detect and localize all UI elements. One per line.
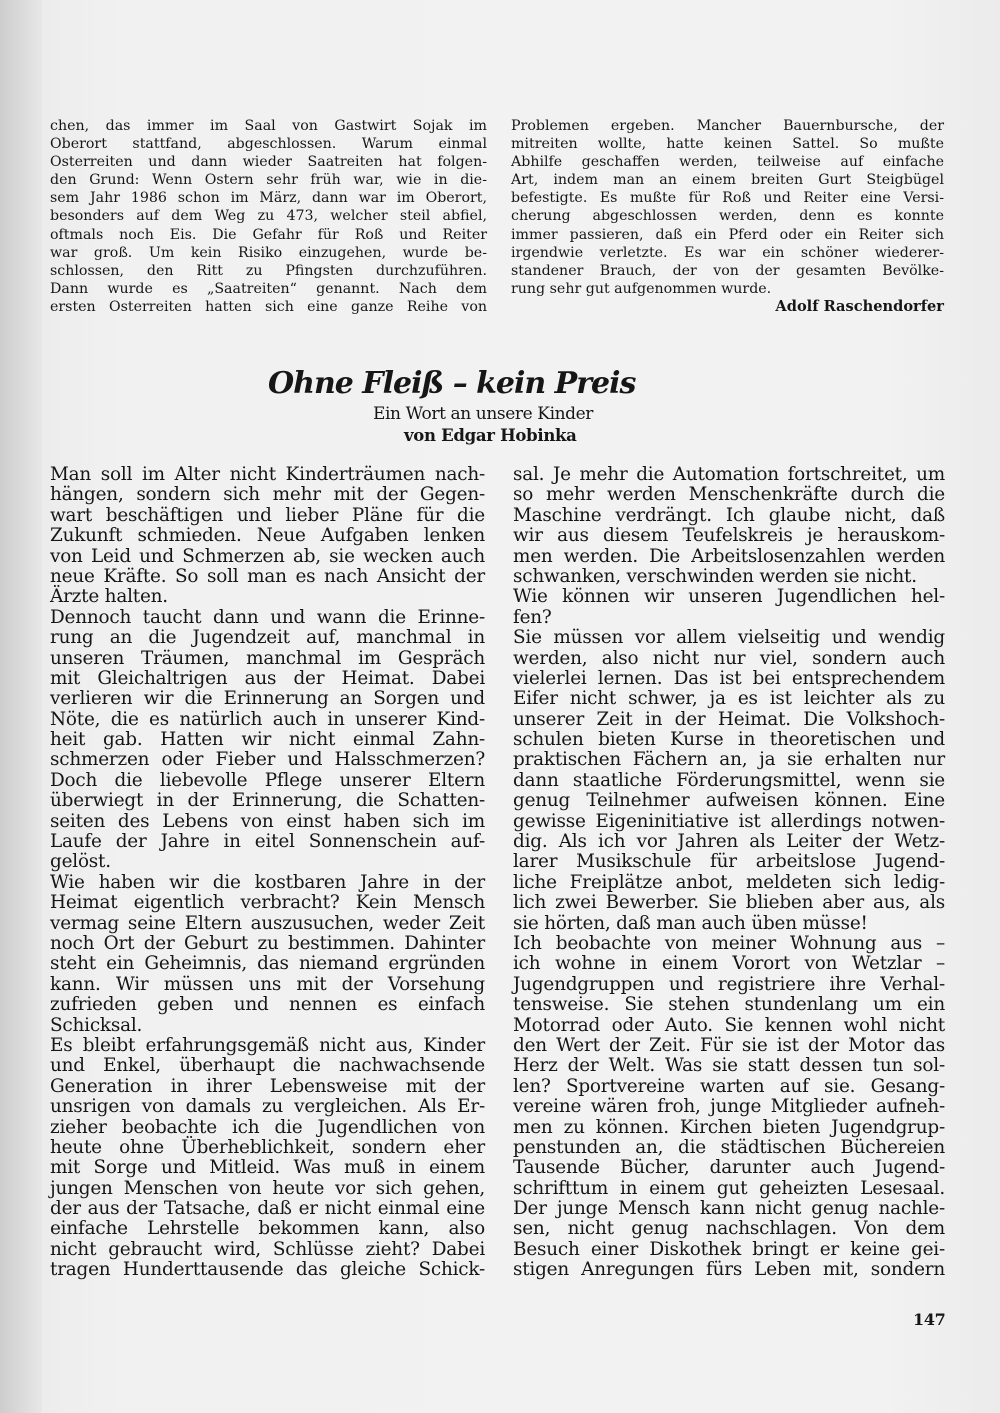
- text-line: sen, nicht genug nachschlagen. Von dem: [513, 1218, 945, 1240]
- text-line: Ärzte halten.: [50, 586, 168, 608]
- text-line: rung sehr gut aufgenommen wurde.: [511, 280, 772, 297]
- text-line: unserer Zeit in der Heimat. Die Volkshoch-: [513, 708, 945, 730]
- text-line: sem Jahr 1986 schon im März, dann war im Oberort,: [50, 190, 487, 207]
- text-line: zufrieden geben und nennen es einfach: [50, 994, 485, 1016]
- text-line: gewisse Eigeninitiative ist allerdings notwen-: [513, 810, 945, 832]
- text-line: einfache Lehrstelle bekommen kann, also: [50, 1218, 485, 1240]
- text-line: Es bleibt erfahrungsgemäß nicht aus, Kinder: [50, 1034, 485, 1056]
- text-line: Problemen ergeben. Mancher Bauernbursche, der: [511, 118, 944, 134]
- text-line: immer passieren, daß ein Pferd oder ein Reiter sich: [511, 226, 944, 243]
- text-line: len? Sportvereine warten auf sie. Gesang-: [513, 1075, 945, 1097]
- text-line: schmerzen oder Fieber und Halsschmerzen?: [50, 749, 485, 771]
- previous-article-left-column: [50, 117, 487, 316]
- text-line: neue Kräfte. So soll man es nach Ansicht der: [50, 565, 485, 587]
- text-line: ich wohne in einem Vorort von Wetzlar –: [513, 953, 945, 975]
- text-line: Oberort stattfand, abgeschlossen. Warum einmal: [50, 136, 487, 153]
- text-line: Herz der Welt. Was sie statt dessen tun sol-: [513, 1055, 945, 1077]
- text-line: Art, indem man an einem breiten Gurt Steigbügel: [511, 172, 944, 189]
- article-title: Ohne Fleiß – kein Preis: [268, 366, 636, 401]
- text-line: hängen, sondern sich mehr mit der Gegen-: [50, 484, 485, 506]
- article-left-column: [50, 465, 485, 1281]
- text-line: den Grund: Wenn Ostern sehr früh war, wie in die-: [50, 172, 487, 189]
- article-subtitle: Ein Wort an unsere Kinder: [373, 404, 594, 424]
- text-line: fen?: [513, 606, 552, 628]
- text-line: sal. Je mehr die Automation fortschreitet, um: [513, 464, 945, 485]
- text-line: Schicksal.: [50, 1014, 143, 1036]
- text-line: Laufe der Jahre in eitel Sonnenschein auf-: [50, 831, 485, 853]
- text-line: vermag seine Eltern auszusuchen, weder Zeit: [50, 912, 485, 934]
- text-line: men werden. Die Arbeitslosenzahlen werden: [513, 545, 945, 567]
- text-line: Dann wurde es „Saatreiten“ genannt. Nach dem: [50, 280, 487, 297]
- text-line: Sie müssen vor allem vielseitig und wendig: [513, 627, 945, 649]
- text-line: Zukunft schmieden. Neue Aufgaben lenken: [50, 525, 485, 547]
- text-line: ersten Osterreiten hatten sich eine ganze Reihe von: [50, 298, 487, 315]
- text-line: Abhilfe geschaffen werden, teilweise auf einfache: [511, 154, 944, 171]
- text-line: Motorrad oder Auto. Sie kennen wohl nicht: [513, 1014, 945, 1036]
- text-line: Maschine verdrängt. Ich glaube nicht, daß: [513, 504, 945, 526]
- text-line: cherung abgeschlossen werden, denn es konnte: [511, 208, 944, 225]
- text-line: besonders auf dem Weg zu 473, welcher steil abfiel,: [50, 208, 487, 225]
- text-line: heute ohne Überheblichkeit, sondern eher: [50, 1136, 485, 1158]
- text-line: wir aus diesem Teufelskreis je herauskom-: [513, 525, 945, 547]
- text-line: schulen bieten Kurse in theoretischen und: [513, 729, 945, 751]
- text-line: larer Musikschule für arbeitslose Jugend-: [513, 851, 945, 873]
- text-line: Wie können wir unseren Jugendlichen hel-: [513, 586, 945, 608]
- text-line: penstunden an, die städtischen Büchereien: [513, 1136, 945, 1158]
- text-line: gelöst.: [50, 851, 111, 873]
- text-line: heit gab. Hatten wir nicht einmal Zahn-: [50, 729, 485, 751]
- text-line: Man soll im Alter nicht Kinderträumen nach-: [50, 464, 485, 485]
- text-line: men zu können. Kirchen bieten Jugendgrup-: [513, 1116, 945, 1138]
- text-line: war groß. Um kein Risiko einzugehen, wurde be-: [50, 244, 487, 261]
- text-line: wart beschäftigen und lieber Pläne für die: [50, 504, 485, 526]
- text-line: vielerlei lernen. Das ist bei entsprechendem: [513, 667, 945, 689]
- text-line: rung an die Jugendzeit auf, manchmal in: [50, 627, 485, 649]
- text-line: zieher beobachte ich die Jugendlichen von: [50, 1116, 485, 1138]
- previous-article-right-column: [511, 117, 944, 316]
- text-line: steht ein Geheimnis, das niemand ergründen: [50, 953, 485, 975]
- text-line: dig. Als ich vor Jahren als Leiter der Wetz-: [513, 831, 945, 853]
- text-line: Ich beobachte von meiner Wohnung aus –: [513, 932, 945, 954]
- text-line: Eifer nicht schwer, ja es ist leichter als zu: [513, 688, 945, 710]
- text-line: Doch die liebevolle Pflege unserer Eltern: [50, 769, 485, 791]
- text-line: dann staatliche Förderungsmittel, wenn sie: [513, 769, 945, 791]
- text-line: Besuch einer Diskothek bringt er keine gei-: [513, 1238, 945, 1260]
- text-line: Nöte, die es natürlich auch in unserer Kind-: [50, 708, 485, 730]
- text-line: nicht gebraucht wird, Schlüsse zieht? Dabei: [50, 1238, 485, 1260]
- text-line: liche Freiplätze anbot, meldeten sich ledig-: [513, 871, 945, 893]
- page-number: 147: [913, 1310, 946, 1329]
- text-line: standener Brauch, der von der gesamten Bevölke-: [511, 262, 944, 279]
- text-line: sie hörten, daß man auch üben müsse!: [513, 912, 868, 934]
- text-line: unsrigen von damals zu vergleichen. Als Er-: [50, 1096, 485, 1118]
- text-line: der aus der Tatsache, daß er nicht einmal eine: [50, 1198, 485, 1220]
- text-line: mit Sorge und Mitleid. Was muß in einem: [50, 1157, 485, 1179]
- text-line: chen, das immer im Saal von Gastwirt Sojak im: [50, 118, 487, 134]
- text-line: lich zwei Bewerber. Sie blieben aber aus, als: [513, 892, 945, 914]
- text-line: Dennoch taucht dann und wann die Erinne-: [50, 606, 485, 628]
- text-line: werden, also nicht nur viel, sondern auch: [513, 647, 945, 669]
- text-line: Heimat eigentlich verbracht? Kein Mensch: [50, 892, 485, 914]
- text-line: kann. Wir müssen uns mit der Vorsehung: [50, 973, 485, 995]
- text-line: schwanken, verschwinden werden sie nicht.: [513, 565, 917, 587]
- text-line: befestigte. Es mußte für Roß und Reiter eine Versi-: [511, 190, 944, 207]
- text-line: schlossen, den Ritt zu Pfingsten durchzuführen.: [50, 262, 487, 279]
- text-line: von Leid und Schmerzen ab, sie wecken auch: [50, 545, 485, 567]
- text-line: Tausende Bücher, darunter auch Jugend-: [513, 1157, 945, 1179]
- scan-edge-shadow: [0, 0, 42, 1413]
- text-line: Generation in ihrer Lebensweise mit der: [50, 1075, 485, 1097]
- text-line: noch Ort der Geburt zu bestimmen. Dahinter: [50, 932, 485, 954]
- text-line: schrifttum in einem gut geheizten Lesesaal.: [513, 1177, 945, 1199]
- author-signature: Adolf Raschendorfer: [775, 297, 944, 315]
- text-line: genug Teilnehmer aufweisen können. Eine: [513, 790, 945, 812]
- text-line: verlieren wir die Erinnerung an Sorgen und: [50, 688, 485, 710]
- text-line: so mehr werden Menschenkräfte durch die: [513, 484, 945, 506]
- text-line: und Enkel, überhaupt die nachwachsende: [50, 1055, 485, 1077]
- article-byline: von Edgar Hobinka: [404, 426, 577, 445]
- text-line: jungen Menschen von heute vor sich gehen,: [50, 1177, 485, 1199]
- text-line: unseren Träumen, manchmal im Gespräch: [50, 647, 485, 669]
- text-line: mit Gleichaltrigen aus der Heimat. Dabei: [50, 667, 485, 689]
- text-line: oftmals noch Eis. Die Gefahr für Roß und Reiter: [50, 226, 487, 243]
- text-line: praktischen Fächern an, ja sie erhalten nur: [513, 749, 945, 771]
- text-line: den Wert der Zeit. Für sie ist der Motor das: [513, 1034, 945, 1056]
- text-line: seiten des Lebens von einst haben sich im: [50, 810, 485, 832]
- text-line: Osterreiten und dann wieder Saatreiten hat folgen-: [50, 154, 487, 171]
- text-line: Der junge Mensch kann nicht genug nachle-: [513, 1198, 945, 1220]
- text-line: mitreiten wollte, hatte keinen Sattel. So mußte: [511, 136, 944, 153]
- text-line: irgendwie verletzte. Es war ein schöner wiederer-: [511, 244, 944, 261]
- text-line: überwiegt in der Erinnerung, die Schatten-: [50, 790, 485, 812]
- text-line: Wie haben wir die kostbaren Jahre in der: [50, 871, 485, 893]
- article-right-column: [513, 465, 945, 1281]
- text-line: vereine wären froh, junge Mitglieder aufneh-: [513, 1096, 945, 1118]
- text-line: stigen Anregungen fürs Leben mit, sondern: [513, 1259, 945, 1281]
- text-line: tragen Hunderttausende das gleiche Schick-: [50, 1259, 485, 1281]
- text-line: tensweise. Sie stehen stundenlang um ein: [513, 994, 945, 1016]
- text-line: Jugendgruppen und registriere ihre Verhal-: [513, 973, 945, 995]
